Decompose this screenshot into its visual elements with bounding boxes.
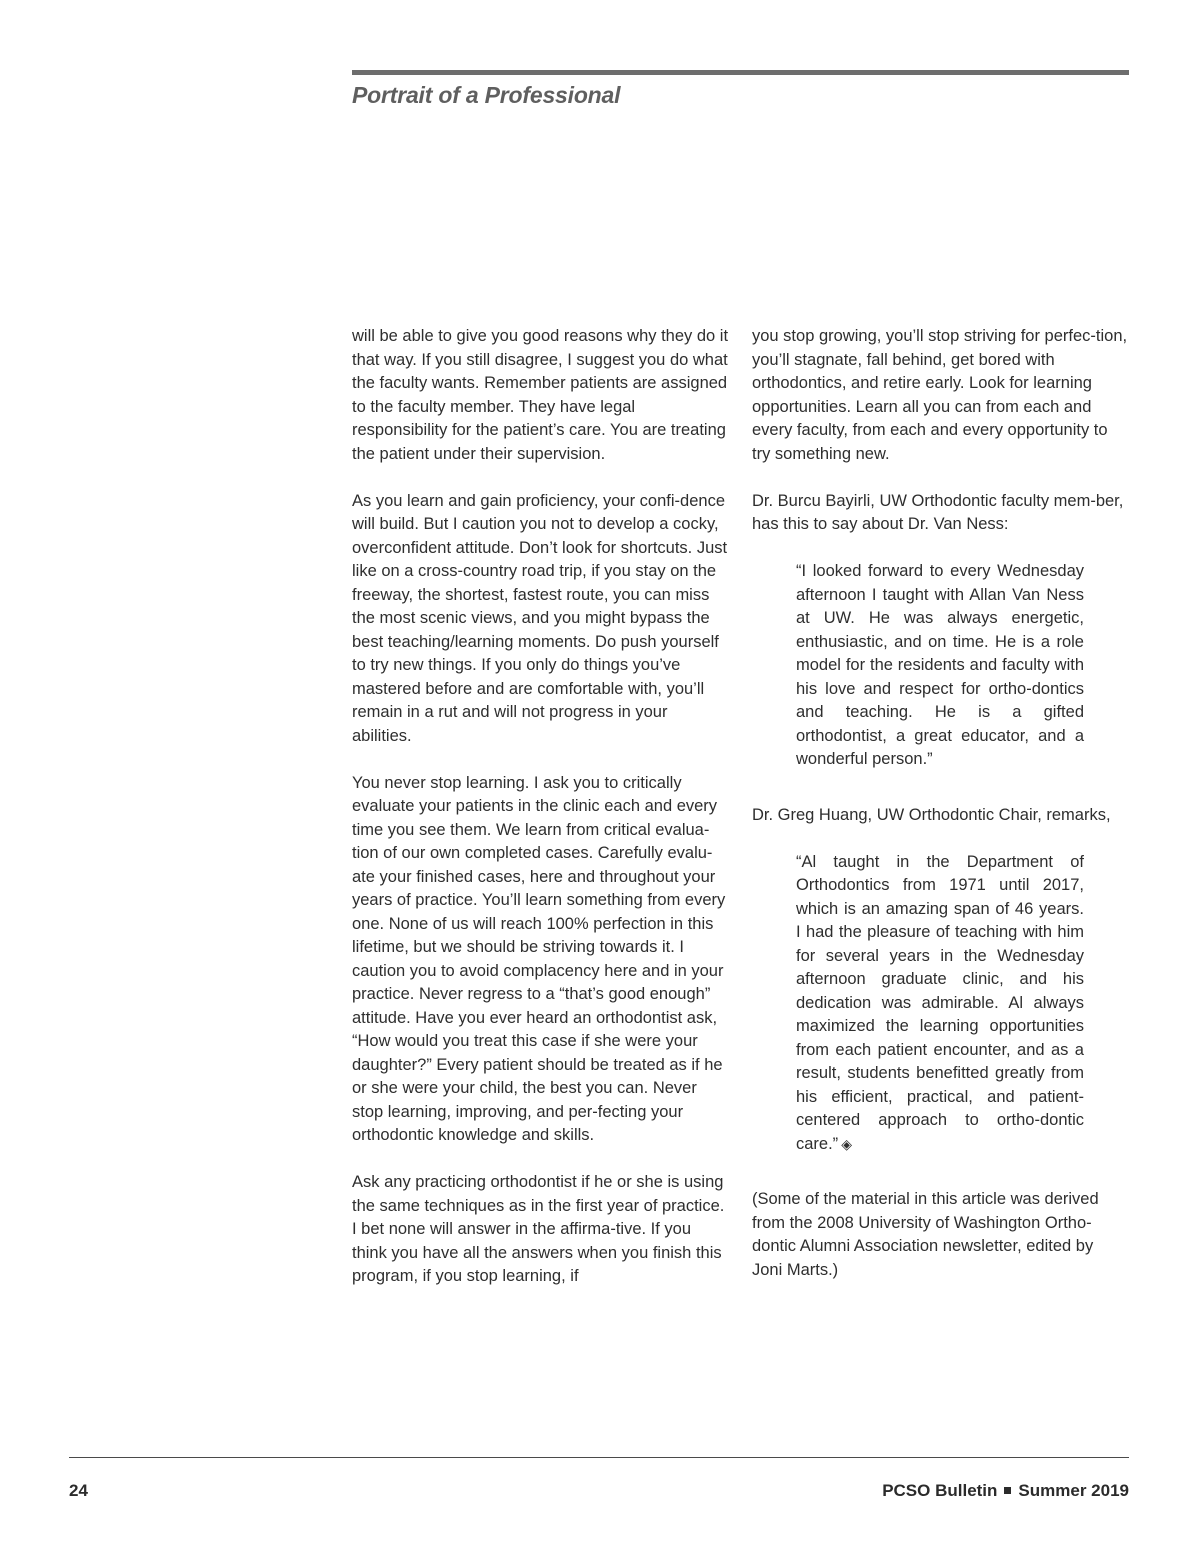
body-paragraph: you stop growing, you’ll stop striving for perfec-tion, you’ll stagnate, fall behind, get bored with orthodontics, and retire early. Look for learning opportunities. Learn all you can from each and every faculty, from each and every opportunity to try something new.	[752, 327, 1128, 463]
body-paragraph: As you learn and gain proficiency, your confi-dence will build. But I caution you not to develop a cocky, overconfident attitude. Don’t look for shortcuts. Just like on a cross-country road trip, if you stay on the freeway, the shortest, fastest route, you can miss the most scenic views, and you might bypass the best teaching/learning moments. Do push yourself to try new things. If you only do things you’ve mastered before and are comfortable with, you’ll remain in a rut and will not progress in your abilities.	[352, 491, 728, 745]
body-paragraph: Ask any practicing orthodontist if he or she is using the same techniques as in the first year of practice. I bet none will answer in the affirma-tive. If you think you have all the answers when you finish this program, if you stop learning, if	[352, 1173, 725, 1285]
quote-text: “Al taught in the Department of Orthodontics from 1971 until 2017, which is an amazing span of 46 years. I had the pleasure of teaching with him for several years in the Wednesday afternoon graduate clinic, and his dedication was admirable. Al always maximized the learning opportunities from each patient encounter, and as a result, students benefitted greatly from his efficient, practical, and patient-centered approach to ortho-dontic care.”	[796, 852, 1084, 1153]
square-separator-icon	[1004, 1487, 1011, 1494]
body-paragraph: You never stop learning. I ask you to critically evaluate your patients in the clinic each and every time you see them. We learn from critical evalua-tion of our own completed cases. Carefully evalu-ate your finished cases, here and throughout your years of practice. You’ll learn something from every one. None of us will reach 100% perfection in this lifetime, but we should be striving towards it. I caution you to avoid complacency here and in your practice. Never regress to a “that’s good enough” attitude. Have you ever heard an orthodontist ask, “How would you treat this case if she were your daughter?” Every patient should be treated as if he or she were your child, the best you can. Never stop learning, improving, and per-fecting your orthodontic knowledge and skills.	[352, 773, 726, 1144]
quote-text-wrapper	[796, 851, 1084, 1157]
right-column	[752, 325, 1128, 1306]
page-number: 24	[69, 1481, 88, 1500]
quote-huang	[796, 851, 1084, 1157]
end-of-article-icon: ◈	[841, 1135, 852, 1152]
issue-date: Summer 2019	[1018, 1481, 1129, 1500]
quote-text: “I looked forward to every Wednesday afternoon I taught with Allan Van Ness at UW. He was always energetic, enthusiastic, and on time. He is a role model for the residents and faculty with his love and respect for ortho-dontics and teaching. He is a gifted orthodontist, a great educator, and a wonderful person.”	[796, 562, 1084, 768]
quote-intro-huang: Dr. Greg Huang, UW Orthodontic Chair, remarks,	[752, 805, 1111, 824]
section-title: Portrait of a Professional	[352, 82, 621, 108]
body-paragraph: will be able to give you good reasons why they do it that way. If you still disagree, I suggest you do what the faculty wants. Remember patients are assigned to the faculty member. They have legal responsibility for the patient’s care. You are treating the patient under their supervision.	[352, 327, 729, 463]
publication-name: PCSO Bulletin	[882, 1481, 998, 1500]
source-note: (Some of the material in this article was derived from the 2008 University of Washington Ortho-dontic Alumni Association newsletter, edited by Joni Marts.)	[752, 1190, 1099, 1279]
quote-intro-bayirli: Dr. Burcu Bayirli, UW Orthodontic faculty mem-ber, has this to say about Dr. Van Ness:	[752, 491, 1124, 533]
quote-bayirli	[796, 560, 1084, 772]
header-rule	[352, 70, 1129, 75]
left-column	[352, 325, 730, 1312]
footer-rule	[69, 1457, 1129, 1458]
footer-publication	[882, 1481, 1129, 1501]
